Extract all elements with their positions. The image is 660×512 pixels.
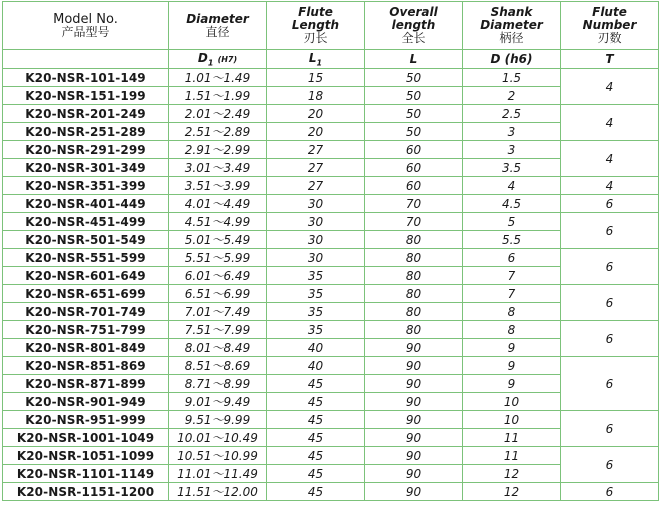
header-model [3, 2, 169, 50]
header-shank-en1: Shank [490, 5, 533, 19]
flute-length-cell: 20 [267, 105, 365, 123]
flute-length-cell: 35 [267, 303, 365, 321]
model-cell: K20-NSR-301-349 [3, 159, 169, 177]
overall-length-cell: 90 [365, 465, 463, 483]
overall-length-cell: 80 [365, 285, 463, 303]
table-row [3, 483, 659, 501]
header-flute-length-en2: Length [291, 18, 340, 32]
shank-diameter-cell: 10 [463, 393, 561, 411]
flute-length-cell: 20 [267, 123, 365, 141]
table-row [3, 249, 659, 267]
shank-diameter-cell: 4 [463, 177, 561, 195]
overall-length-cell: 60 [365, 159, 463, 177]
flute-length-cell: 35 [267, 321, 365, 339]
shank-diameter-cell: 3 [463, 123, 561, 141]
overall-length-cell: 90 [365, 429, 463, 447]
shank-diameter-cell: 9 [463, 375, 561, 393]
diameter-cell: 9.01～9.49 [169, 393, 267, 411]
shank-diameter-cell: 8 [463, 303, 561, 321]
shank-diameter-cell: 1.5 [463, 69, 561, 87]
table-row [3, 411, 659, 429]
diameter-cell: 6.01～6.49 [169, 267, 267, 285]
shank-diameter-cell: 3.5 [463, 159, 561, 177]
diameter-cell: 9.51～9.99 [169, 411, 267, 429]
model-cell: K20-NSR-751-799 [3, 321, 169, 339]
model-cell: K20-NSR-401-449 [3, 195, 169, 213]
table-row [3, 393, 659, 411]
diameter-cell: 1.01～1.49 [169, 69, 267, 87]
model-cell: K20-NSR-351-399 [3, 177, 169, 195]
table-row [3, 231, 659, 249]
overall-length-cell: 80 [365, 249, 463, 267]
flute-length-cell: 45 [267, 411, 365, 429]
overall-length-cell: 50 [365, 87, 463, 105]
shank-diameter-cell: 3 [463, 141, 561, 159]
header-diameter [169, 2, 267, 50]
shank-diameter-cell: 2.5 [463, 105, 561, 123]
shank-diameter-cell: 11 [463, 429, 561, 447]
symbol-model [3, 50, 169, 69]
diameter-cell: 7.51～7.99 [169, 321, 267, 339]
table-row [3, 267, 659, 285]
symbol-diameter-main: D [197, 50, 208, 65]
flute-length-cell: 45 [267, 429, 365, 447]
flute-number-cell: 6 [561, 357, 659, 411]
diameter-cell: 5.01～5.49 [169, 231, 267, 249]
model-cell: K20-NSR-701-749 [3, 303, 169, 321]
shank-diameter-cell: 2 [463, 87, 561, 105]
header-model-cn: 产品型号 [61, 24, 110, 39]
overall-length-cell: 80 [365, 231, 463, 249]
diameter-cell: 11.51～12.00 [169, 483, 267, 501]
diameter-cell: 10.01～10.49 [169, 429, 267, 447]
header-diameter-en: Diameter [186, 11, 249, 26]
overall-length-cell: 90 [365, 393, 463, 411]
model-cell: K20-NSR-1001-1049 [3, 429, 169, 447]
flute-length-cell: 27 [267, 141, 365, 159]
shank-diameter-cell: 11 [463, 447, 561, 465]
header-flute-number [561, 2, 659, 50]
diameter-cell: 2.91～2.99 [169, 141, 267, 159]
diameter-cell: 8.51～8.69 [169, 357, 267, 375]
table-row [3, 357, 659, 375]
shank-diameter-cell: 9 [463, 339, 561, 357]
symbol-overall-length: L [365, 50, 463, 69]
header-diameter-cn: 直径 [205, 24, 230, 39]
model-cell: K20-NSR-551-599 [3, 249, 169, 267]
diameter-cell: 3.01～3.49 [169, 159, 267, 177]
flute-number-cell: 6 [561, 285, 659, 321]
header-shank-cn: 柄径 [499, 31, 524, 45]
header-model-en: Model No. [53, 11, 118, 27]
shank-diameter-cell: 10 [463, 411, 561, 429]
diameter-cell: 4.01～4.49 [169, 195, 267, 213]
model-cell: K20-NSR-871-899 [3, 375, 169, 393]
table-row [3, 303, 659, 321]
header-overall-length-en2: length [391, 18, 436, 32]
overall-length-cell: 70 [365, 213, 463, 231]
flute-length-cell: 30 [267, 249, 365, 267]
shank-diameter-cell: 7 [463, 285, 561, 303]
table-row [3, 69, 659, 87]
diameter-cell: 2.01～2.49 [169, 105, 267, 123]
flute-number-cell: 6 [561, 213, 659, 249]
table-row [3, 159, 659, 177]
flute-length-cell: 27 [267, 177, 365, 195]
shank-diameter-cell: 7 [463, 267, 561, 285]
diameter-cell: 2.51～2.89 [169, 123, 267, 141]
overall-length-cell: 80 [365, 321, 463, 339]
flute-length-cell: 35 [267, 285, 365, 303]
flute-length-cell: 30 [267, 231, 365, 249]
table-row [3, 447, 659, 465]
model-cell: K20-NSR-251-289 [3, 123, 169, 141]
flute-number-cell: 6 [561, 195, 659, 213]
diameter-cell: 4.51～4.99 [169, 213, 267, 231]
flute-length-cell: 18 [267, 87, 365, 105]
flute-length-cell: 15 [267, 69, 365, 87]
diameter-cell: 3.51～3.99 [169, 177, 267, 195]
overall-length-cell: 70 [365, 195, 463, 213]
shank-diameter-cell: 5.5 [463, 231, 561, 249]
model-cell: K20-NSR-801-849 [3, 339, 169, 357]
diameter-cell: 11.01～11.49 [169, 465, 267, 483]
table-row [3, 213, 659, 231]
flute-number-cell: 4 [561, 177, 659, 195]
overall-length-cell: 60 [365, 141, 463, 159]
overall-length-cell: 80 [365, 303, 463, 321]
flute-number-cell: 6 [561, 447, 659, 483]
header-flute-length-en1: Flute [298, 5, 333, 19]
overall-length-cell: 80 [365, 267, 463, 285]
diameter-cell: 10.51～10.99 [169, 447, 267, 465]
flute-number-cell: 6 [561, 483, 659, 501]
table-row [3, 177, 659, 195]
model-cell: K20-NSR-951-999 [3, 411, 169, 429]
flute-length-cell: 35 [267, 267, 365, 285]
table-row [3, 285, 659, 303]
shank-diameter-cell: 8 [463, 321, 561, 339]
header-shank-en2: Diameter [480, 18, 543, 32]
header-flute-length-cn: 刃长 [303, 31, 328, 45]
flute-number-cell: 6 [561, 321, 659, 357]
overall-length-cell: 50 [365, 123, 463, 141]
header-flute-number-en2: Number [582, 18, 637, 32]
model-cell: K20-NSR-101-149 [3, 69, 169, 87]
model-cell: K20-NSR-1151-1200 [3, 483, 169, 501]
overall-length-cell: 90 [365, 339, 463, 357]
symbol-flute-number: T [561, 50, 659, 69]
flute-length-cell: 30 [267, 213, 365, 231]
flute-number-cell: 4 [561, 69, 659, 105]
flute-number-cell: 4 [561, 141, 659, 177]
model-cell: K20-NSR-451-499 [3, 213, 169, 231]
symbol-flute-length [267, 50, 365, 69]
overall-length-cell: 90 [365, 411, 463, 429]
diameter-cell: 8.01～8.49 [169, 339, 267, 357]
spec-table-body [3, 69, 659, 501]
overall-length-cell: 90 [365, 483, 463, 501]
shank-diameter-cell: 5 [463, 213, 561, 231]
table-row [3, 141, 659, 159]
overall-length-cell: 90 [365, 447, 463, 465]
table-row [3, 465, 659, 483]
shank-diameter-cell: 12 [463, 465, 561, 483]
header-overall-length-cn: 全长 [401, 31, 426, 45]
header-flute-number-cn: 刃数 [597, 31, 622, 45]
symbol-flute-length-sub: 1 [316, 58, 323, 68]
flute-length-cell: 45 [267, 447, 365, 465]
flute-length-cell: 27 [267, 159, 365, 177]
model-cell: K20-NSR-851-869 [3, 357, 169, 375]
diameter-cell: 8.71～8.99 [169, 375, 267, 393]
symbol-shank: D (h6) [463, 50, 561, 69]
model-cell: K20-NSR-651-699 [3, 285, 169, 303]
table-row [3, 123, 659, 141]
table-row [3, 321, 659, 339]
flute-length-cell: 45 [267, 375, 365, 393]
table-row [3, 339, 659, 357]
overall-length-cell: 50 [365, 105, 463, 123]
model-cell: K20-NSR-1051-1099 [3, 447, 169, 465]
flute-length-cell: 30 [267, 195, 365, 213]
flute-length-cell: 40 [267, 339, 365, 357]
table-row [3, 87, 659, 105]
spec-table [2, 1, 659, 501]
symbol-diameter-sub: 1 [207, 58, 214, 68]
header-overall-length [365, 2, 463, 50]
flute-number-cell: 6 [561, 411, 659, 447]
model-cell: K20-NSR-201-249 [3, 105, 169, 123]
flute-number-cell: 6 [561, 249, 659, 285]
model-cell: K20-NSR-601-649 [3, 267, 169, 285]
model-cell: K20-NSR-291-299 [3, 141, 169, 159]
shank-diameter-cell: 9 [463, 357, 561, 375]
model-cell: K20-NSR-151-199 [3, 87, 169, 105]
flute-length-cell: 40 [267, 357, 365, 375]
shank-diameter-cell: 6 [463, 249, 561, 267]
flute-length-cell: 45 [267, 483, 365, 501]
header-overall-length-en1: Overall [389, 5, 438, 19]
header-shank-diameter [463, 2, 561, 50]
flute-length-cell: 45 [267, 465, 365, 483]
symbol-flute-length-main: L [308, 50, 317, 65]
model-cell: K20-NSR-901-949 [3, 393, 169, 411]
diameter-cell: 5.51～5.99 [169, 249, 267, 267]
symbol-diameter [169, 50, 267, 69]
header-flute-number-en1: Flute [592, 5, 627, 19]
flute-number-cell: 4 [561, 105, 659, 141]
flute-length-cell: 45 [267, 393, 365, 411]
overall-length-cell: 90 [365, 375, 463, 393]
shank-diameter-cell: 4.5 [463, 195, 561, 213]
table-row [3, 429, 659, 447]
shank-diameter-cell: 12 [463, 483, 561, 501]
model-cell: K20-NSR-1101-1149 [3, 465, 169, 483]
model-cell: K20-NSR-501-549 [3, 231, 169, 249]
header-flute-length [267, 2, 365, 50]
table-row [3, 375, 659, 393]
overall-length-cell: 90 [365, 357, 463, 375]
diameter-cell: 7.01～7.49 [169, 303, 267, 321]
symbol-diameter-tol: (H7) [217, 54, 238, 64]
table-row [3, 195, 659, 213]
diameter-cell: 1.51～1.99 [169, 87, 267, 105]
overall-length-cell: 60 [365, 177, 463, 195]
overall-length-cell: 50 [365, 69, 463, 87]
table-row [3, 105, 659, 123]
diameter-cell: 6.51～6.99 [169, 285, 267, 303]
